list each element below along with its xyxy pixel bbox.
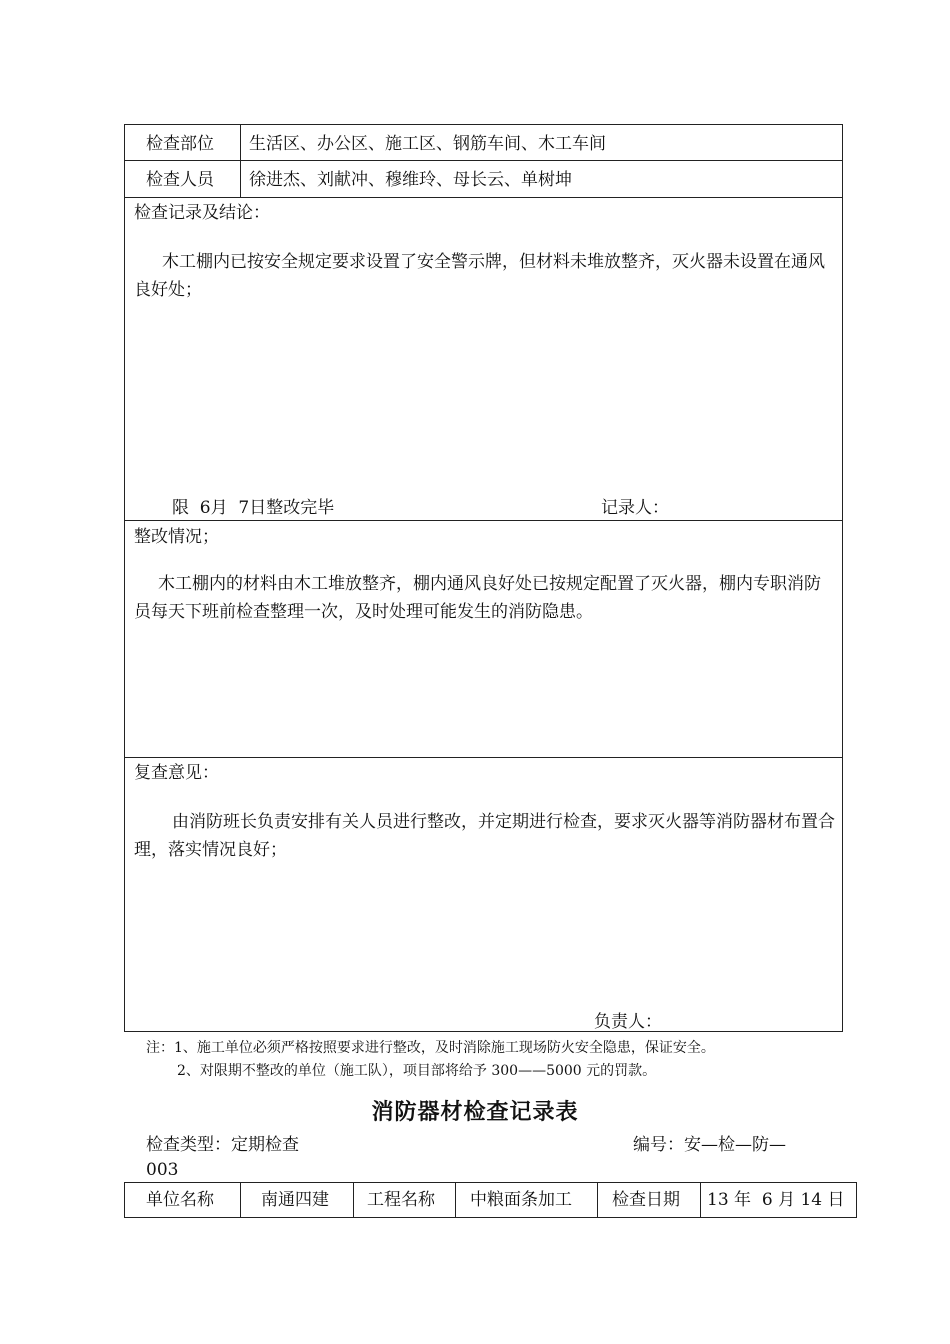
row-divider: [124, 160, 843, 161]
form-number-label: 编号：安—检—防—: [633, 1135, 786, 1155]
row-divider: [124, 757, 843, 758]
location-label: 检查部位: [146, 134, 214, 154]
inspection-type: 检查类型：定期检查: [146, 1135, 299, 1155]
project-label: 工程名称: [367, 1190, 435, 1210]
deadline-text: 限 6月 7日整改完毕: [172, 498, 335, 518]
review-heading: 复查意见：: [134, 763, 219, 783]
rectification-heading: 整改情况；: [134, 527, 219, 547]
project-value: 中粮面条加工: [470, 1190, 572, 1210]
column-divider: [353, 1182, 354, 1218]
responsible-label: 负责人：: [594, 1012, 662, 1032]
personnel-label: 检查人员: [146, 170, 214, 190]
column-divider: [700, 1182, 701, 1218]
personnel-value: 徐进杰、刘献冲、穆维玲、母长云、单树坤: [249, 170, 572, 190]
form-title: 消防器材检查记录表: [371, 1099, 579, 1125]
rectification-text: 木工棚内的材料由木工堆放整齐，棚内通风良好处已按规定配置了灭火器，棚内专职消防员每天下班前检查整理一次，及时处理可能发生的消防隐患。: [134, 574, 821, 622]
column-divider: [597, 1182, 598, 1218]
column-divider: [240, 1182, 241, 1218]
form-number-value: 003: [146, 1160, 179, 1180]
note-1: 注：1、施工单位必须严格按照要求进行整改，及时消除施工现场防火安全隐患，保证安全。: [146, 1040, 715, 1056]
date-value: 13 年 6 月 14 日: [707, 1190, 845, 1210]
unit-label: 单位名称: [146, 1190, 214, 1210]
location-value: 生活区、办公区、施工区、钢筋车间、木工车间: [249, 134, 606, 154]
review-text: 由消防班长负责安排有关人员进行整改，并定期进行检查，要求灭火器等消防器材布置合理，落实情况良好；: [134, 812, 835, 860]
unit-value: 南通四建: [261, 1190, 329, 1210]
column-divider: [240, 124, 241, 197]
column-divider: [455, 1182, 456, 1218]
row-divider: [124, 197, 843, 198]
note-2: 2、对限期不整改的单位（施工队），项目部将给予 300——5000 元的罚款。: [177, 1063, 657, 1079]
record-text: 木工棚内已按安全规定要求设置了安全警示牌，但材料未堆放整齐，灭火器未设置在通风良好处；: [134, 252, 825, 300]
row-divider: [124, 520, 843, 521]
recorder-label: 记录人：: [601, 498, 669, 518]
date-label: 检查日期: [612, 1190, 680, 1210]
record-heading: 检查记录及结论：: [134, 203, 270, 223]
